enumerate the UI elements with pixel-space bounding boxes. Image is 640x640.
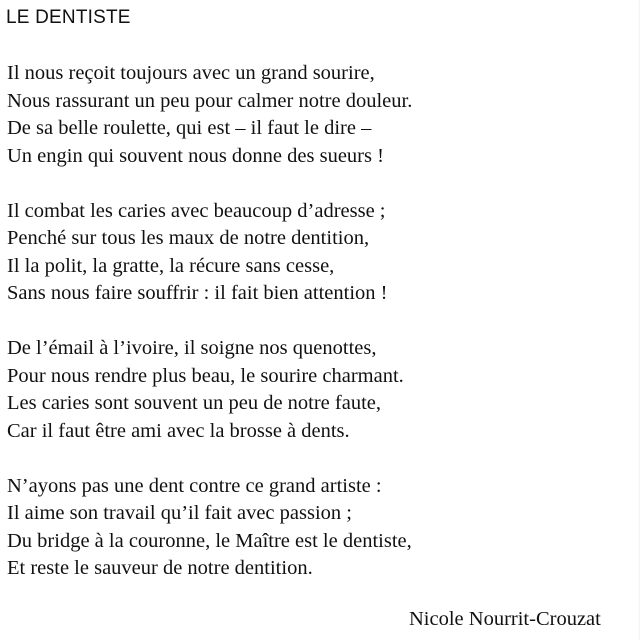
poem-line: Il aime son travail qu’il fait avec passion ; [7, 502, 352, 524]
poem-line: Et reste le sauveur de notre dentition. [7, 557, 313, 579]
poem-line: Il la polit, la gratte, la récure sans cesse, [7, 254, 335, 277]
poem-line: Un engin qui souvent nous donne des sueurs ! [7, 144, 384, 167]
poem-body [7, 60, 412, 610]
poem-line: De l’émail à l’ivoire, il soigne nos quenottes, [7, 337, 377, 359]
poem-line: N’ayons pas une dent contre ce grand artiste : [7, 474, 382, 497]
poem-line: Il nous reçoit toujours avec un grand sourire, [7, 62, 375, 84]
poem-line: Penché sur tous les maux de notre dentition, [7, 227, 370, 249]
stanza-1 [7, 60, 412, 170]
stanza-2 [7, 198, 412, 308]
poem-line: Nous rassurant un peu pour calmer notre douleur. [7, 89, 413, 112]
stanza-3 [7, 335, 412, 445]
poem-title: LE DENTISTE [6, 7, 131, 28]
poem-line: Il combat les caries avec beaucoup d’adresse ; [7, 199, 386, 222]
poem-line: Car il faut être ami avec la brosse à dents. [7, 419, 350, 442]
stanza-4 [7, 473, 412, 583]
poem-line: Du bridge à la couronne, le Maître est le dentiste, [7, 529, 412, 552]
poem-line: De sa belle roulette, qui est – il faut le dire – [7, 117, 372, 139]
poem-line: Pour nous rendre plus beau, le sourire charmant. [7, 364, 404, 387]
author-signature: Nicole Nourrit-Crouzat [409, 608, 601, 630]
poem-line: Sans nous faire souffrir : il fait bien attention ! [7, 282, 388, 304]
poem-line: Les caries sont souvent un peu de notre faute, [7, 392, 382, 414]
